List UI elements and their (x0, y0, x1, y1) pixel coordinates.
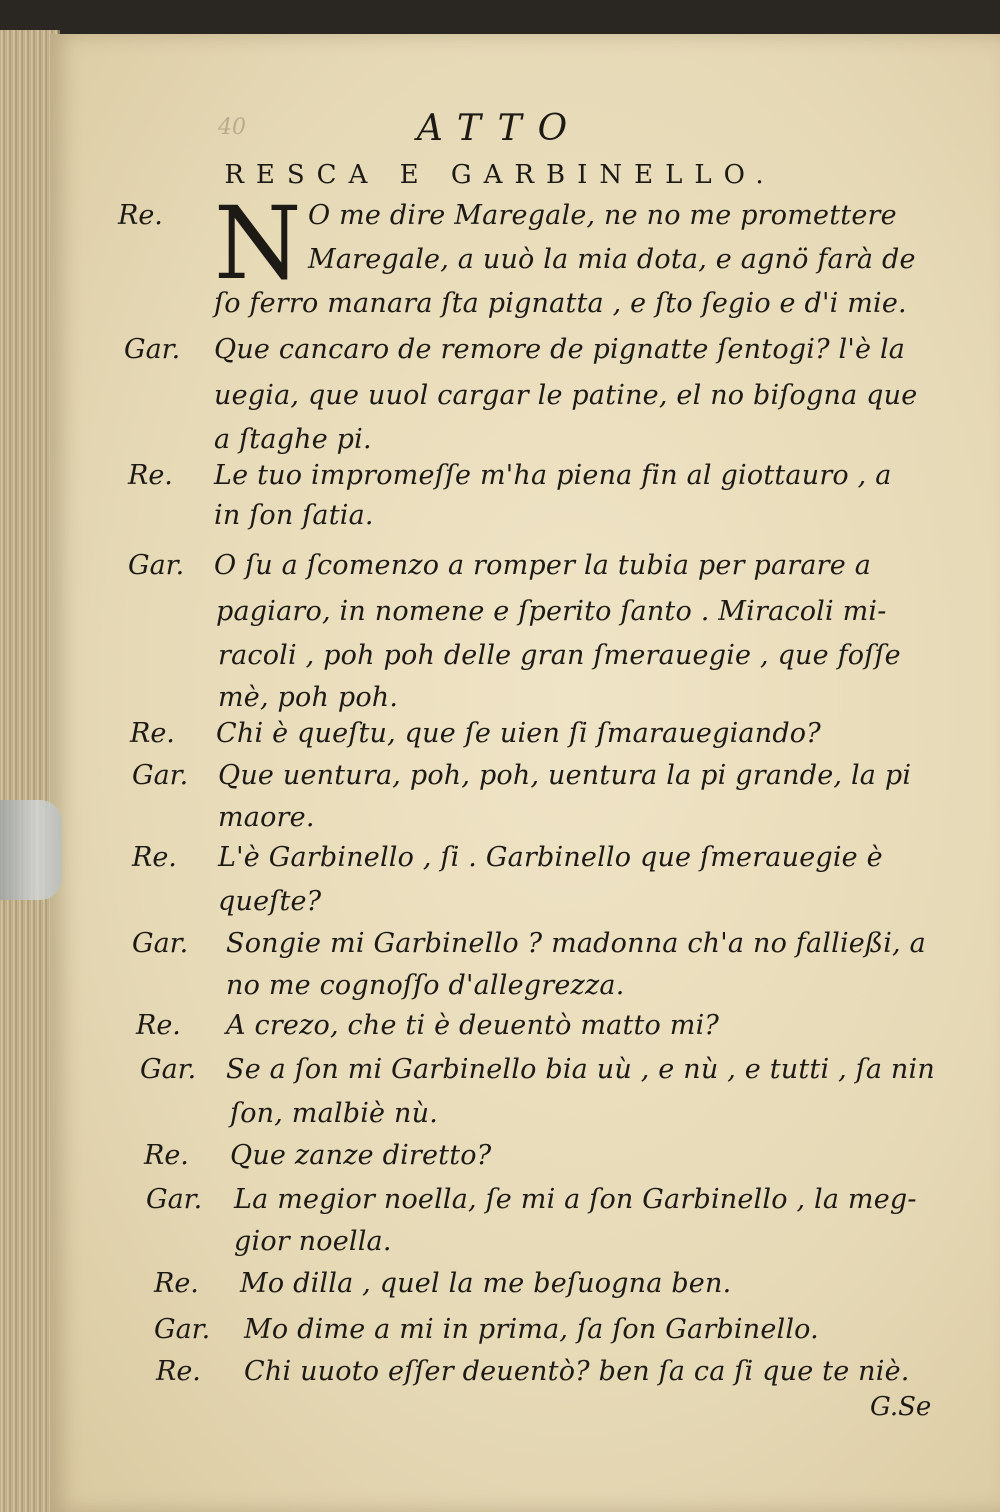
running-head: ATTO (416, 108, 584, 149)
dialogue-line: a ſtaghe pi. (214, 424, 372, 455)
dialogue-line: Que uentura, poh, poh, uentura la pi grande, la pi (218, 760, 912, 791)
speaker-label: Gar. (140, 1054, 197, 1085)
dialogue-line: La megior noella, ſe mi a ſon Garbinello , la meg- (234, 1184, 917, 1215)
dialogue-line: Chi uuoto eſſer deuentò? ben ſa ca ſi que te niè. (244, 1356, 910, 1387)
dialogue-line: A crezo, che ti è deuentò matto mi? (226, 1010, 720, 1041)
dialogue-line: gior noella. (234, 1226, 392, 1257)
dialogue-line: L'è Garbinello , ſi . Garbinello que ſmerauegie è (218, 842, 883, 873)
speaker-label: Re. (132, 842, 177, 873)
dialogue-line: Que zanze diretto? (230, 1140, 492, 1171)
dialogue-line: Se a ſon mi Garbinello bia uù , e nù , e tutti , ſa nin (226, 1054, 935, 1085)
folio-number: 40 (218, 115, 246, 140)
dialogue-line: Songie mi Garbinello ? madonna ch'a no falließi, a (226, 928, 926, 959)
speaker-label: Gar. (128, 550, 185, 581)
dialogue-line: pagiaro, in nomene e ſperito ſanto . Miracoli mi- (216, 596, 887, 627)
speaker-label: Gar. (132, 928, 189, 959)
dialogue-line: Chi è queſtu, que ſe uien ſi ſmarauegiando? (216, 718, 821, 749)
speaker-label: Gar. (124, 334, 181, 365)
dialogue-line: Mo dime a mi in prima, ſa ſon Garbinello. (244, 1314, 819, 1345)
dialogue-line: Mo dilla , quel la me beſuogna ben. (240, 1268, 732, 1299)
drop-cap: N (214, 185, 302, 302)
speaker-label: Gar. (132, 760, 189, 791)
dialogue-line: ſo ferro manara ſta pignatta , e ſto ſegio e d'i mie. (214, 288, 907, 319)
catchword: G.Se (870, 1392, 932, 1422)
speaker-label: Re. (136, 1010, 181, 1041)
dialogue-line: Maregale, a uuò la mia dota, e agnö farà de (308, 244, 916, 275)
speaker-label: Re. (144, 1140, 189, 1171)
speaker-label: Re. (128, 460, 173, 491)
dialogue-line: queſte? (218, 886, 322, 917)
dialogue-line: racoli , poh poh delle gran ſmerauegie , que foſſe (218, 640, 901, 671)
speaker-label: Re. (130, 718, 175, 749)
dialogue-line: Que cancaro de remore de pignatte ſentogi? l'è la (214, 334, 906, 365)
speaker-label: Gar. (154, 1314, 211, 1345)
dialogue-line: Le tuo impromeſſe m'ha piena fin al giottauro , a (214, 460, 892, 491)
speaker-label: Re. (154, 1268, 199, 1299)
dialogue-line: in ſon ſatia. (214, 500, 374, 531)
speaker-label: Re. (118, 200, 163, 231)
dialogue-line: uegia, que uuol cargar le patine, el no biſogna que (214, 380, 918, 411)
dialogue-line: maore. (218, 802, 315, 833)
speaker-label: Re. (156, 1356, 201, 1387)
scene-title: RESCA E GARBINELLO. (224, 160, 776, 190)
dialogue-line: ſon, malbiè nù. (230, 1098, 438, 1129)
dialogue-line: O ſu a ſcomenzo a romper la tubia per parare a (214, 550, 872, 581)
dialogue-line: no me cognoſſo d'allegrezza. (226, 970, 625, 1001)
dialogue-line: O me dire Maregale, ne no me promettere (308, 200, 897, 231)
speaker-label: Gar. (146, 1184, 203, 1215)
book-clip (0, 800, 62, 900)
dialogue-line: mè, poh poh. (218, 682, 399, 713)
